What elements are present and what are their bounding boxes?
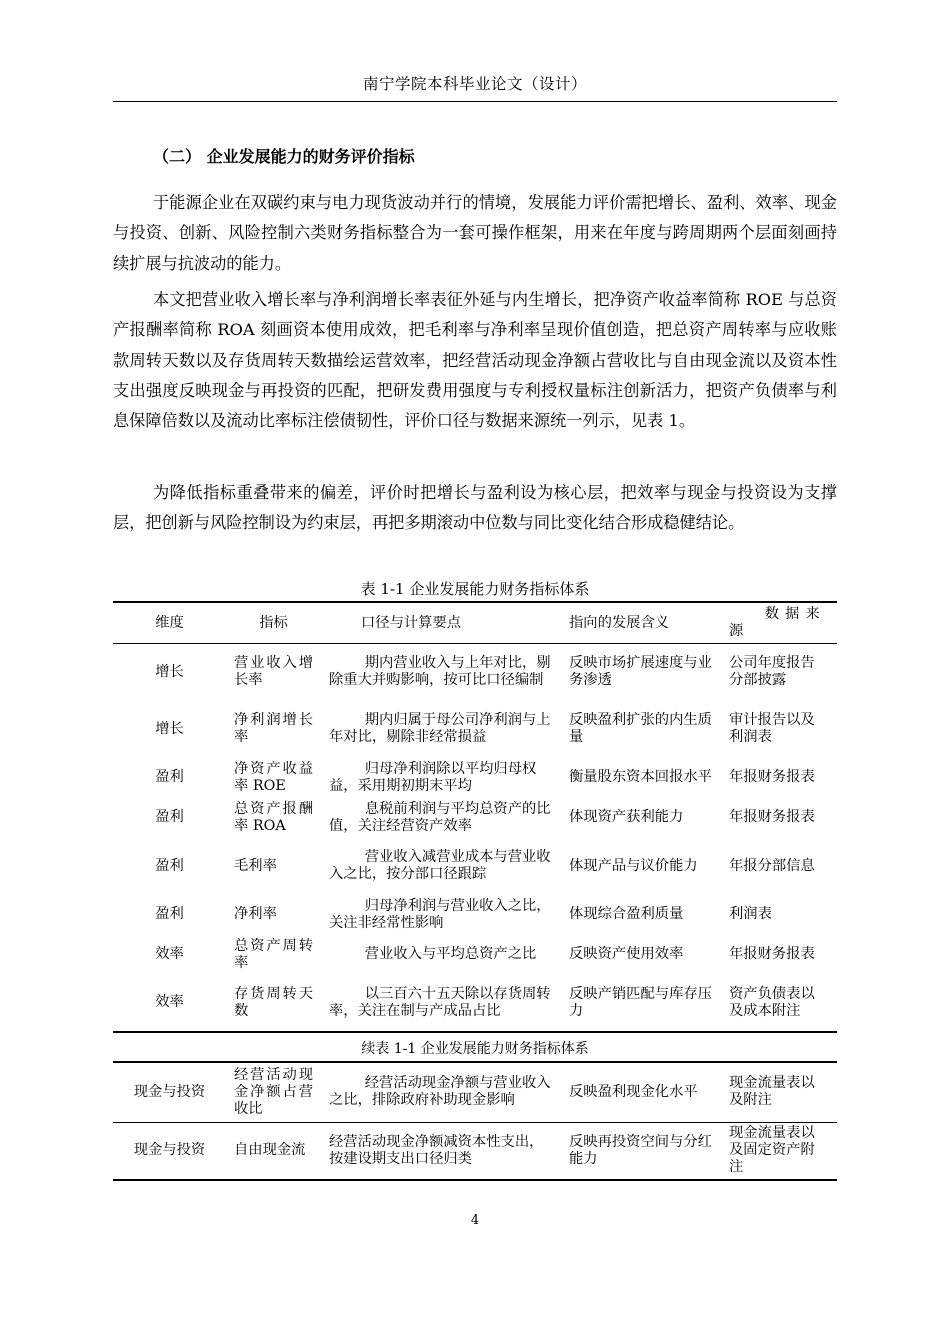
- table-caption-continued: 续表 1-1 企业发展能力财务指标体系: [361, 1041, 589, 1057]
- cell-dimension: 盈利: [155, 809, 184, 825]
- table-caption: 表 1-1 企业发展能力财务指标体系: [360, 580, 590, 598]
- table-header-row: [113, 602, 837, 644]
- cell-dimension: 现金与投资: [113, 1122, 226, 1180]
- cell-indicator: 经营活动现金净额占营收比: [234, 1066, 313, 1117]
- cell-calculation: 营业收入减营业成本与营业收入之比，按分部口径跟踪: [329, 849, 551, 882]
- table-row: [113, 975, 837, 1032]
- cell-calculation: 经营活动现金净额与营业收入之比，排除政府补助现金影响: [329, 1075, 551, 1109]
- cell-dimension: 效率: [113, 975, 226, 1032]
- section-title: （二） 企业发展能力的财务评价指标: [153, 147, 415, 166]
- cell-calculation: 息税前利润与平均总资产的比值，关注经营资产效率: [329, 800, 551, 834]
- cell-calculation: 归母净利润除以平均归母权益，采用期初期末平均: [329, 760, 537, 794]
- cell-calculation: 期内营业收入与上年对比，剔除重大并购影响，按可比口径编制: [329, 655, 551, 689]
- cell-dimension: 盈利: [155, 906, 184, 922]
- cell-meaning: 体现综合盈利质量: [569, 906, 684, 922]
- cell-source: 利润表: [729, 906, 772, 922]
- table-row: [113, 838, 837, 895]
- table-row: [113, 644, 837, 701]
- cell-source: 公司年度报告分部披露: [729, 655, 815, 689]
- table-row: [113, 1122, 837, 1180]
- cell-source: 资产负债表以及成本附注: [721, 975, 837, 1032]
- cell-meaning: 反映再投资空间与分红能力: [561, 1122, 721, 1180]
- cell-meaning: 体现资产获利能力: [569, 809, 684, 825]
- cell-dimension: 效率: [155, 946, 184, 962]
- cell-indicator: 自由现金流: [226, 1122, 321, 1180]
- cell-source: 现金流量表以及附注: [729, 1075, 815, 1109]
- cell-indicator: 总资产周转率: [234, 937, 313, 971]
- paragraph-3: 为降低指标重叠带来的偏差，评价时把增长与盈利设为核心层，把效率与现金与投资设为支撑层，把创新与风险控制设为约束层，再把多期滚动中位数与同比变化结合形成稳健结论。: [113, 483, 837, 533]
- cell-indicator: 毛利率: [234, 857, 277, 874]
- table-row: [113, 935, 837, 975]
- cell-source: 年报财务报表: [729, 946, 815, 962]
- cell-calculation: 以三百六十五天除以存货周转率，关注在制与产成品占比: [321, 975, 561, 1032]
- cell-meaning: 反映盈利现金化水平: [569, 1083, 698, 1100]
- indicator-table-continued: [113, 1061, 837, 1181]
- cell-indicator: 净资产收益率 ROE: [234, 760, 313, 794]
- cell-meaning: 衡量股东资本回报水平: [569, 769, 712, 785]
- table-row: [113, 798, 837, 838]
- page-header: 南宁学院本科毕业论文（设计）: [362, 75, 587, 93]
- cell-calculation: 归母净利润与营业收入之比，关注非经常性影响: [329, 897, 551, 931]
- table-row: [113, 895, 837, 935]
- cell-indicator: 总资产报酬率 ROA: [234, 800, 313, 834]
- cell-meaning: 反映市场扩展速度与业务渗透: [569, 655, 712, 689]
- cell-meaning: 反映产销匹配与库存压力: [561, 975, 721, 1032]
- header-source: 数据来源: [721, 602, 837, 644]
- cell-indicator: 存货周转天数: [226, 975, 321, 1032]
- cell-meaning: 体现产品与议价能力: [569, 857, 698, 874]
- header-indicator: 指标: [226, 602, 321, 644]
- cell-dimension: 盈利: [155, 769, 184, 785]
- cell-dimension: 增长: [155, 720, 184, 737]
- cell-indicator: 净利率: [234, 906, 277, 922]
- header-meaning: 指向的发展含义: [561, 602, 721, 644]
- header-rule: [113, 101, 837, 102]
- cell-calculation: 期内归属于母公司净利润与上年对比，剔除非经常损益: [329, 712, 551, 745]
- cell-source: 现金流量表以及固定资产附注: [721, 1122, 837, 1180]
- cell-meaning: 反映资产使用效率: [569, 946, 684, 962]
- cell-source: 年报财务报表: [729, 769, 815, 785]
- table-row: [113, 1062, 837, 1122]
- page-number: 4: [470, 1213, 480, 1228]
- paragraph-2: 本文把营业收入增长率与净利润增长率表征外延与内生增长，把净资产收益率简称 ROE 与总资产报酬率简称 ROA 刻画资本使用成效，把毛利率与净利率呈现价值创造，把总资产周转率与应收账款周转天数以及存货周转天数描绘运营效率，把经营活动现金净额占营收比与自由现金流以及资本性支出强度反映现金与再投资的匹配，把研发费用强度与专利授权量标注创新活力，把资产负债率与利息保障倍数以及流动比率标注偿债韧性，评价口径与数据来源统一列示，见表 1。: [113, 290, 837, 431]
- header-dimension: 维度: [113, 602, 226, 644]
- cell-source: 审计报告以及利润表: [729, 712, 815, 745]
- cell-calculation: 营业收入与平均总资产之比: [364, 946, 537, 962]
- cell-dimension: 盈利: [155, 857, 184, 874]
- cell-indicator: 净利润增长率: [234, 712, 313, 745]
- indicator-table: [113, 601, 837, 1033]
- cell-indicator: 营业收入增长率: [234, 655, 313, 689]
- header-calculation: 口径与计算要点: [321, 602, 561, 644]
- cell-calculation: 经营活动现金净额减资本性支出，按建设期支出口径归类: [321, 1122, 561, 1180]
- paragraph-1: 于能源企业在双碳约束与电力现货波动并行的情境，发展能力评价需把增长、盈利、效率、现金与投资、创新、风险控制六类财务指标整合为一套可操作框架，用来在年度与跨周期两个层面刻画持续扩展与抗波动的能力。: [113, 193, 837, 273]
- cell-source: 年报分部信息: [729, 857, 815, 874]
- cell-meaning: 反映盈利扩张的内生质量: [569, 712, 712, 745]
- table-row: [113, 701, 837, 758]
- table-row: [113, 758, 837, 798]
- cell-dimension: 现金与投资: [133, 1083, 206, 1100]
- cell-dimension: 增长: [155, 663, 184, 680]
- cell-source: 年报财务报表: [729, 809, 815, 825]
